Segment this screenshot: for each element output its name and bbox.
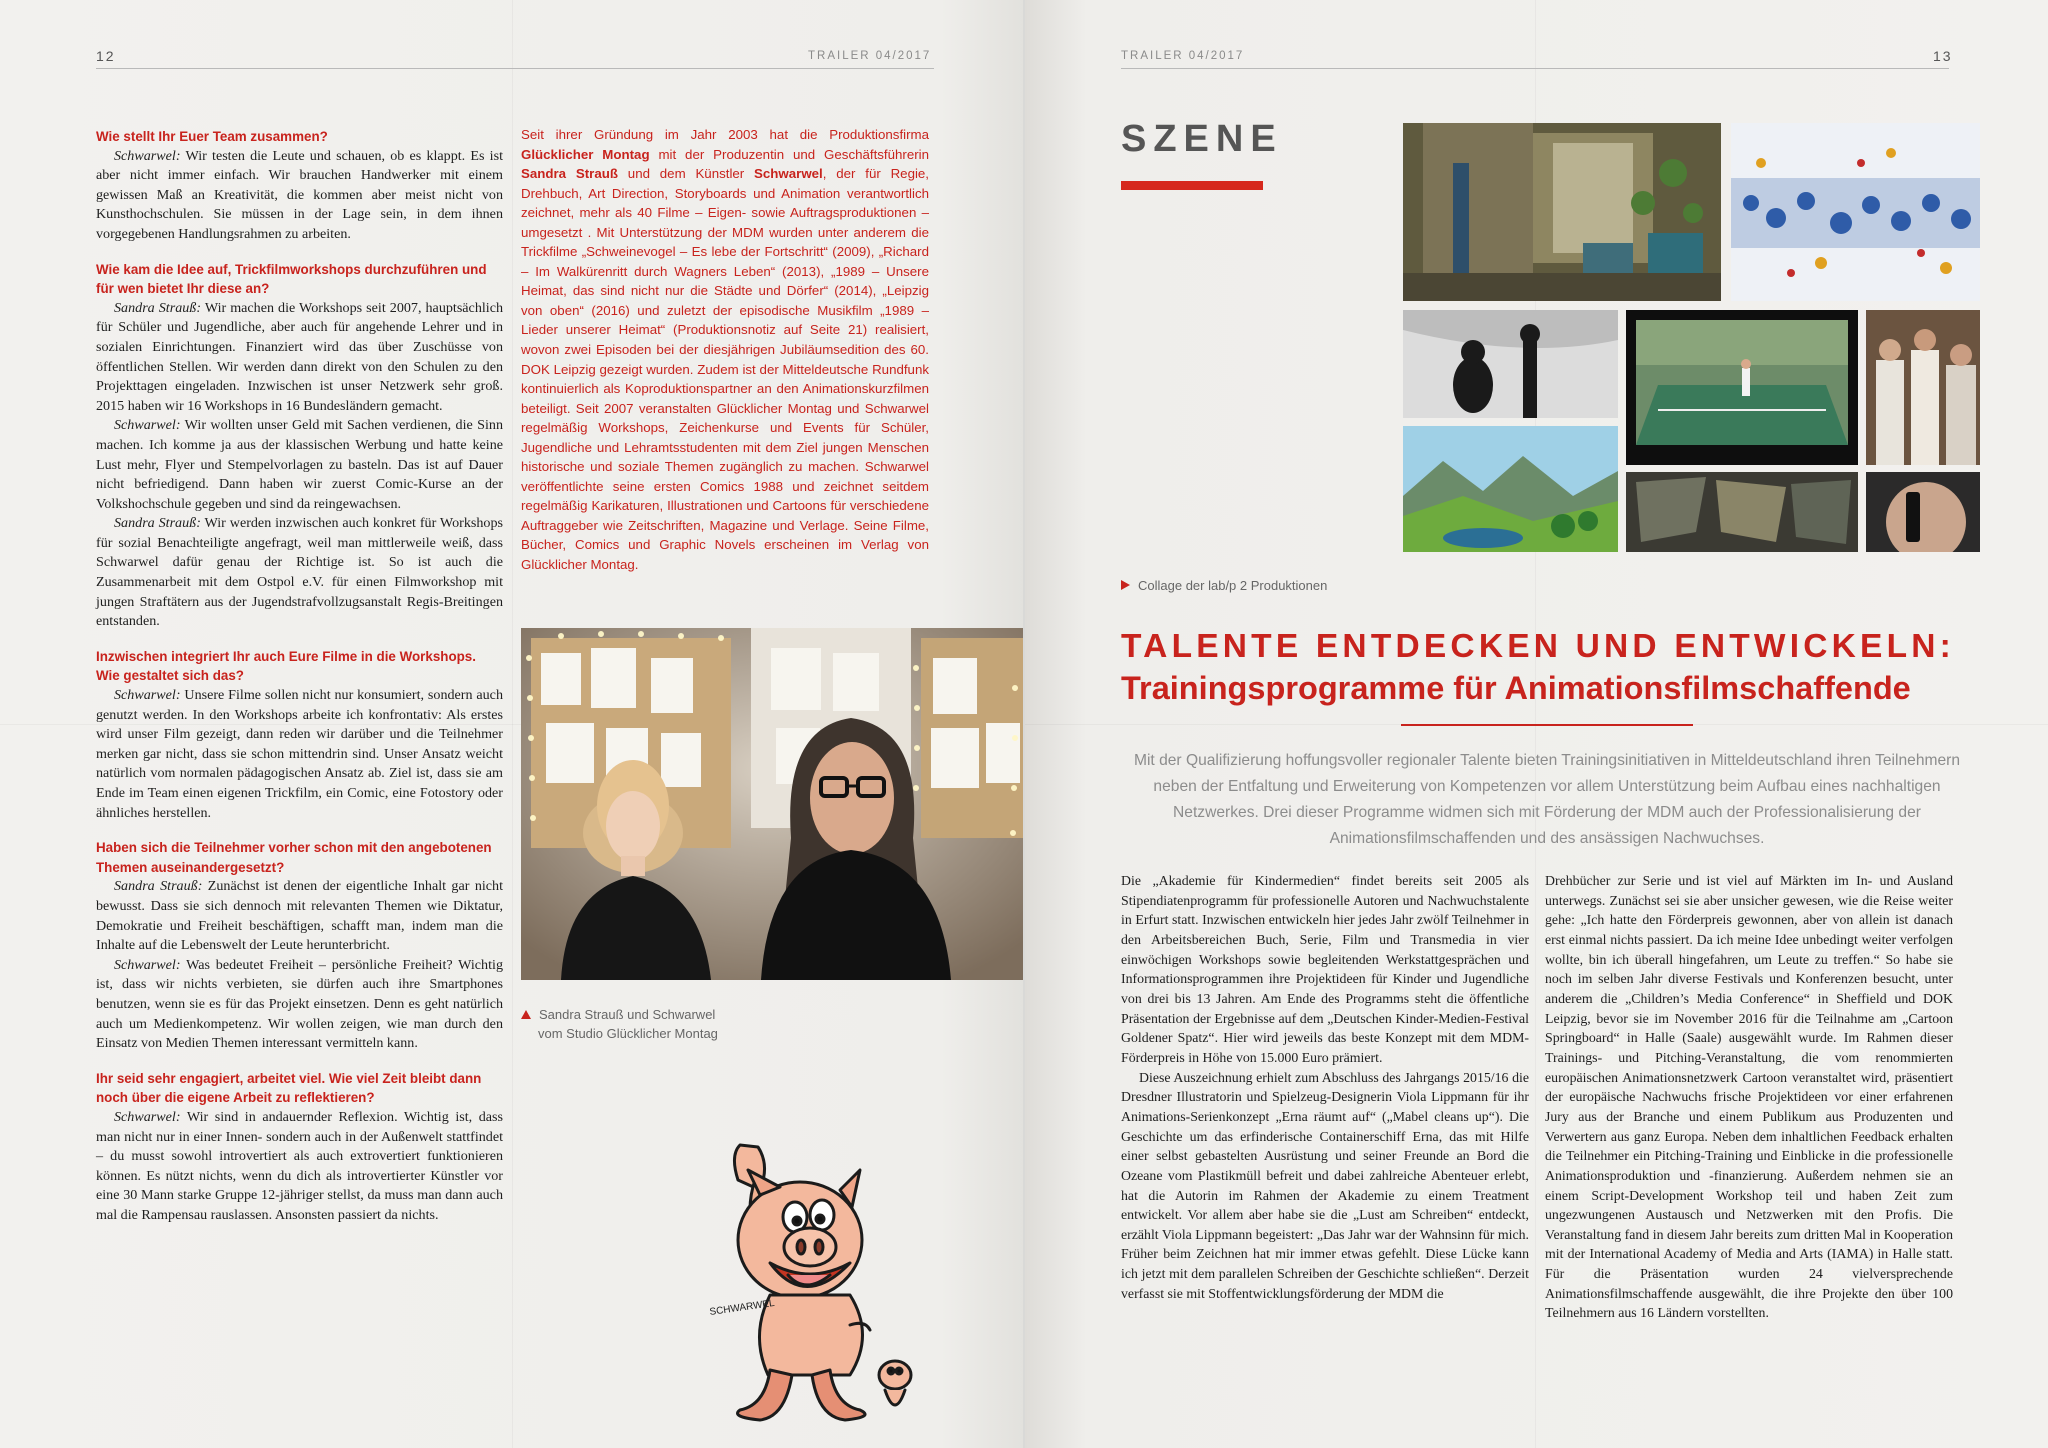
cartoon-signature: SCHWARWEL: [708, 1297, 776, 1318]
collage-tile-dots: [1731, 123, 1980, 301]
interview-answer: [96, 956, 503, 1054]
company-profile: [521, 125, 929, 575]
answer-text: Wir wollten unser Geld mit Sachen verdienen, die Sinn machen. Ich komme ja aus der klassischen Werbung und hatte keine Lust mehr, Flyer und Stempelvorlagen zu basteln. Das ist auf Dauer nicht befriedigend. Dann haben wir zuerst Comic-Kurse an der Volkshochschule gegeben und sind da reingewachsen.: [96, 417, 503, 512]
section-accent-bar: [1121, 181, 1263, 190]
interview-question: Wie stellt Ihr Euer Team zusammen?: [96, 129, 328, 144]
caption-line: vom Studio Glücklicher Montag: [538, 1026, 718, 1041]
producer-name: Sandra Strauß: [521, 166, 618, 182]
paper-fold: [512, 0, 513, 1448]
interview-answer: [96, 1108, 503, 1226]
interview-answer: [96, 877, 503, 955]
running-head: TRAILER 04/2017: [808, 50, 932, 62]
answer-text: Unsere Filme sollen nicht nur konsumiert, sondern auch genutzt werden. In den Workshops arbeite ich konfrontativ: Als erstes wird unser Film gezeigt, dann reden wir darüber und die Teilnehmer merken gar nicht, dass sie schon mittendrin sind. Unser Ansatz weicht natürlich vom normalen pädagogischen Ansatz ab. Ziel ist, dass sie am Ende im Team einen eigenen Trickfilm, ein Comic, eine Fotostory oder ähnliches herstellen.: [96, 687, 503, 821]
collage-tile-room: [1403, 123, 1721, 301]
speaker-name: Schwarwel:: [114, 687, 181, 704]
answer-text: Wir testen die Leute und schauen, ob es klappt. Es ist aber nicht immer einfach. Wir brauchen Handwerker mit einem gewissen Maß an Kreativität, die kommen aber meist nicht von Kunsthochschulen. Sie müssen in der Lage sein, in dem ihnen vorgegebenen Handlungsrahmen zu arbeiten.: [96, 147, 503, 242]
profile-text: und dem Künstler: [618, 166, 755, 182]
interview-answer: [96, 514, 503, 632]
speaker-name: Schwarwel:: [114, 147, 181, 164]
section-title: SZENE: [1121, 118, 1283, 160]
interview-answer: [96, 416, 503, 514]
collage-tile-phone: [1866, 472, 1980, 552]
body-paragraph: Die „Akademie für Kindermedien“ findet bereits seit 2005 als Stipendiatenprogramm für professionelle Autoren und Nachwuchstalente in Erfurt statt. Inzwischen entwickeln hier jedes Jahr zwölf Teilnehmer in den Arbeitsbereichen Buch, Serie, Film und Transmedia in vier einwöchigen Workshops sowie begleitenden Werkstattgesprächen und Informationsprogrammen ihre Projektideen für Kinder und Jugendliche von drei bis 13 Jahren. Am Ende des Programms steht die öffentliche Präsentation der Ergebnisse auf dem „Deutschen Kinder-Medien-Festival Goldener Spatz“. Hier wird jeweils das beste Konzept mit dem MDM-Förderpreis in Höhe von 15.000 Euro prämiert.: [1121, 873, 1529, 1065]
answer-text: Was bedeutet Freiheit – persönliche Freiheit? Wichtig ist, dass wir nichts verbieten, sie dürfen auch ihre Smartphones benutzen, wenn sie es für das Projekt einsetzen. Denn es geht natürlich auch um Medienkompetenz. Wir wollen zeigen, wie man durch den Einsatz von Medien Themen interessant vermitteln kann.: [96, 956, 503, 1052]
caption-line: Sandra Strauß und Schwarwel: [539, 1007, 716, 1022]
portrait-photo: [521, 628, 1023, 980]
collage-tile-shadow: [1403, 310, 1618, 418]
speaker-name: Schwarwel:: [114, 956, 181, 973]
collage-tile-group: [1866, 310, 1980, 465]
answer-text: Wir sind in andauernder Reflexion. Wichtig ist, dass man nicht nur in einer Innen- sondern auch in der Außenwelt stattfindet – du musst sowohl introvertiert als auch extrovertiert funktionieren können. Es nützt nichts, wenn du dich als introvertierter Künstler vor eine 30 Mann starke Gruppe 12-jähriger stellst, da muss man dann auch mal die Rampensau rauslassen. Ansonsten passiert da nichts.: [96, 1108, 503, 1223]
header-rule: [1121, 68, 1949, 69]
interview-question: Wie kam die Idee auf, Trickfilmworkshops durchzuführen und für wen bietet Ihr diese an?: [96, 261, 487, 297]
interview-answer: [96, 299, 503, 417]
caption-arrow-icon: [521, 1010, 531, 1019]
page-number: 12: [96, 48, 116, 64]
cartoon-pig-illustration: [700, 1135, 930, 1425]
profile-text: Seit ihrer Gründung im Jahr 2003 hat die Produktionsfirma: [521, 127, 929, 142]
interview-column: [96, 127, 503, 1225]
answer-text: Wir werden inzwischen auch konkret für Workshops für sozial Benachteiligte angefragt, weil man mittlerweile weiß, dass Schwarwel dafür genau der Richtige ist. So ist auch die Zusammenarbeit mit dem Ostpol e.V. für einen Filmworkshop mit jungen Straftätern aus der Jugendstrafvollzugsanstalt Regis-Breitingen entstanden.: [96, 515, 503, 630]
interview-answer: [96, 686, 503, 823]
collage-tile-shards: [1626, 472, 1858, 552]
speaker-name: Sandra Strauß:: [114, 878, 203, 895]
speaker-name: Schwarwel:: [114, 1108, 181, 1125]
company-name: Glücklicher Montag: [521, 146, 650, 162]
answer-text: Zunächst ist denen der eigentliche Inhalt gar nicht bewusst. Dass sie sich dennoch mit relevanten Themen wie Diktatur, Demokratie und Freiheit beschäftigen, schafft man, indem man die Inhalte auf die Lebenswelt der Leute herunterbricht.: [96, 878, 503, 954]
speaker-name: Sandra Strauß:: [114, 515, 201, 532]
interview-question: Inzwischen integriert Ihr auch Eure Filme in die Workshops. Wie gestaltet sich das?: [96, 648, 476, 684]
body-column-2: [1545, 871, 1953, 1323]
right-page: [1025, 0, 2048, 1448]
body-paragraph: Drehbücher zur Serie und ist viel auf Märkten im In- und Ausland unterwegs. Zunächst sei sie aber unsicher gewesen, wie die Reise weiter gehe: „Ich hatte den Förderpreis gewonnen, aber von allein ist danach erst einmal nichts passiert. Da ich meine Idee unbedingt weiter verfolgen wollte, bin ich überall hingefahren, um Leute zu treffen.“ So habe sie noch im selben Jahr diverse Festivals und Konferenzen besucht, unter anderem die „Children’s Media Conference“ in Sheffield und DOK Leipzig, bevor sie im November 2016 für die Teilnahme am „Cartoon Springboard“ in Halle (Saale) ausgewählt wurde. Im Rahmen dieser Trainings- und Pitching-Veranstaltung, die vom renommierten europäischen Animationsnetzwerk Cartoon veranstaltet wird, präsentiert der europäische Nachwuchs frische Projektideen vor einer erfahrenen Jury aus der Branche und einem Publikum aus Produzenten und Verwertern aus ganz Europa. Neben dem inhaltlichen Feedback erhalten die Teilnehmer ein Pitching-Training und Einblicke in die professionelle Animationsproduktion und -finanzierung. Außerdem nehmen sie an einem Script-Development Workshop teil und haben Zeit zum ungezwungenen Austausch und Netzwerken mit den Profis. Die Veranstaltung fand in diesem Jahr bereits zum dritten Mal in Kooperation mit der International Academy of Media and Arts (IAMA) in Halle statt. Für die Präsentation wurden 24 vielversprechende Animationsfilmschaffende ausgewählt, die ihre Projekte den über 100 Teilnehmern aus 16 Ländern vorstellten.: [1545, 873, 1953, 1321]
collage-tile-landscape: [1403, 426, 1618, 552]
interview-question: Haben sich die Teilnehmer vorher schon mit den angebotenen Themen auseinandergesetzt?: [96, 840, 492, 875]
photo-caption: [521, 1005, 718, 1043]
collage-caption: [1121, 576, 1327, 595]
lead-paragraph: Mit der Qualifizierung hoffungsvoller regionaler Talente bieten Trainingsinitiativen in Mitteldeutschland ihren Teilnehmern neben der Entfaltung und Erweiterung von Kompetenzen vor allem Unterstützung beim Aufbau eines nachhaltigen Netzwerkes. Drei dieser Programme widmen sich mit Förderung der MDM auch der Professionalisierung der Animationsfilmschaffenden und des ansässigen Nachwuchses.: [1133, 752, 1961, 847]
running-head: TRAILER 04/2017: [1121, 50, 1245, 62]
interview-answer: [96, 147, 503, 245]
page-number: 13: [1933, 48, 1953, 64]
profile-text: mit der Produzentin und Geschäftsführerin: [649, 146, 930, 162]
profile-text: , der für Regie, Drehbuch, Art Direction, Storyboards und Animation verantwortlich zeichnet, mehr als 40 Filme – Eigen- sowie Auftragsproduktionen – umgesetzt . Mit Unterstützung der MDM wurden unter anderem die Trickfilme „Schweinevogel – Es lebe der Fortschritt“ (2009), „Richard – Im Walkürenritt durch Wagners Leben“ (2013), „1989 – Unsere Heimat, das sind nicht nur die Städte und Dörfer“ (2014), „Leipzig von oben“ (2016) und zuletzt der episodische Musikfilm „1989 – Lieder unserer Heimat“ (Produktionsnotiz auf Seite 21) realisiert, wovon zwei Episoden bei der diesjährigen Jubiläumsedition des 60. DOK Leipzig gezeigt wurden. Zudem ist der Mitteldeutsche Rundfunk kontinuierlich als Koproduktionspartner an den Animationskurzfilmen beteiligt. Seit 2007 veranstalten Glücklicher Montag und Schwarwel regelmäßig Workshops, Zeichenkurse und Events für Schüler, Jugendliche und Lehramtsstudenten mit dem Ziel jungen Menschen historische und soziale Themen zugänglich zu machen. Schwarwel veröffentlichte seine ersten Comics 1988 und zeichnet seitdem regelmäßig Karikaturen, Illustrationen und Cartoons für verschiedene Auftraggeber wie Zeitschriften, Magazine und Verlage. Seine Filme, Bücher, Comics und Graphic Novels erscheinen im Verlag von Glücklicher Montag.: [521, 166, 930, 573]
speaker-name: Schwarwel:: [114, 417, 181, 434]
subheadline: Trainingsprogramme für Animationsfilmschaffende: [1121, 670, 1911, 706]
header-rule: [96, 68, 934, 69]
caption-arrow-icon: [1121, 580, 1130, 590]
speaker-name: Sandra Strauß:: [114, 299, 202, 316]
headline: TALENTE ENTDECKEN UND ENTWICKELN:: [1121, 628, 1956, 665]
body-paragraph: Diese Auszeichnung erhielt zum Abschluss des Jahrgangs 2015/16 die Dresdner Illustratorin und Spielzeug-Designerin Viola Lippmann für ihr Animations-Serienkonzept „Erna räumt auf“ („Mabel cleans up“). Die Geschichte um das erfinderische Containerschiff Erna, das mit Hilfe einer selbst gebastelten Ausrüstung und seiner Freunde an Bord die Ozeane vom Plastikmüll befreit und dabei zahlreiche Abenteuer erlebt, hat die Autorin im Rahmen der Akademie zu einem Treatment entwickelt. Vor allem aber habe sie die „Lust am Schreiben“ entdeckt, erzählt Viola Lippmann begeistert: „Das Jahr war der Wahnsinn für mich. Früher beim Zeichnen hat mir immer etwas gefehlt. Diese Lücke kann ich jetzt mit dem parallelen Schreiben der Geschichte schließen“. Derzeit verfasst sie mit Stoffentwicklungsförderung der MDM die: [1121, 1069, 1529, 1301]
caption-text: Collage der lab/p 2 Produktionen: [1138, 578, 1328, 593]
collage-tile-tennis: [1626, 310, 1858, 465]
body-column-1: [1121, 871, 1529, 1303]
artist-name: Schwarwel: [754, 166, 823, 182]
interview-question: Ihr seid sehr engagiert, arbeitet viel. Wie viel Zeit bleibt dann noch über die eigene Arbeit zu reflektieren?: [96, 1070, 482, 1106]
left-page: [0, 0, 1023, 1448]
headline-rule: [1401, 724, 1693, 726]
answer-text: Wir machen die Workshops seit 2007, hauptsächlich für Schüler und Jugendliche, aber auch für angehende Lehrer und in sozialen Einrichtungen. Finanziert wird das über Zuschüsse von öffentlichen Stellen. Wir werden dann direkt von den Schulen zu den Projekttagen eingeladen. Inzwischen ist unser Netzwerk sehr groß. 2015 haben wir 16 Workshops in 16 Bundesländern gemacht.: [96, 299, 503, 414]
